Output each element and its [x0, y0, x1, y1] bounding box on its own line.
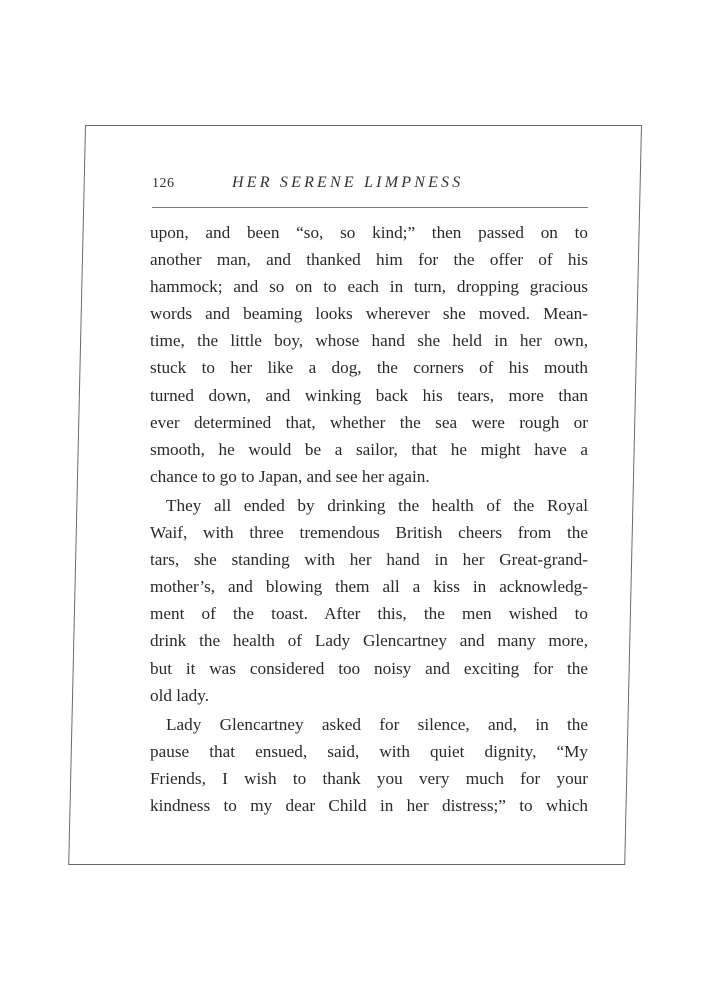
text-line: Friends, I wish to thank you very much for your [150, 768, 588, 788]
text-line: pause that ensued, said, with quiet dignity, “My [150, 741, 588, 761]
paragraph-2 [150, 492, 588, 709]
text-line: smooth, he would be a sailor, that he might have a [150, 439, 588, 459]
text-line: Lady Glencartney asked for silence, and, in the [166, 714, 588, 734]
text-line: but it was considered too noisy and exciting for the [150, 658, 588, 678]
text-line: hammock; and so on to each in turn, dropping gracious [150, 277, 588, 297]
page-header [152, 174, 588, 200]
text-line: old lady. [150, 685, 210, 705]
text-line: time, the little boy, whose hand she held in her own, [150, 331, 588, 351]
paragraph-1 [150, 219, 588, 490]
body-text [150, 219, 588, 819]
text-line: stuck to her like a dog, the corners of his mouth [150, 358, 588, 378]
text-line: ment of the toast. After this, the men wished to [150, 604, 588, 624]
header-rule [152, 207, 588, 208]
text-line: mother’s, and blowing them all a kiss in acknowledg- [150, 577, 588, 597]
text-line: tars, she standing with her hand in her Great-grand- [150, 550, 588, 570]
text-line: words and beaming looks wherever she moved. Mean- [150, 304, 588, 324]
text-line: Waif, with three tremendous British cheers from the [150, 523, 588, 543]
text-line: kindness to my dear Child in her distress;” to which [150, 795, 588, 815]
text-line: upon, and been “so, so kind;” then passed on to [150, 223, 588, 242]
text-line: drink the health of Lady Glencartney and many more, [150, 631, 588, 651]
text-line: ever determined that, whether the sea were rough or [150, 412, 588, 432]
text-line: chance to go to Japan, and see her again. [150, 466, 430, 486]
text-line: turned down, and winking back his tears, more than [150, 385, 588, 405]
text-line: They all ended by drinking the health of the Royal [166, 495, 588, 515]
page-number: 126 [152, 176, 175, 191]
running-title: HER SERENE LIMPNESS [232, 174, 464, 191]
paragraph-3 [150, 711, 588, 819]
text-line: another man, and thanked him for the offer of his [150, 250, 588, 270]
